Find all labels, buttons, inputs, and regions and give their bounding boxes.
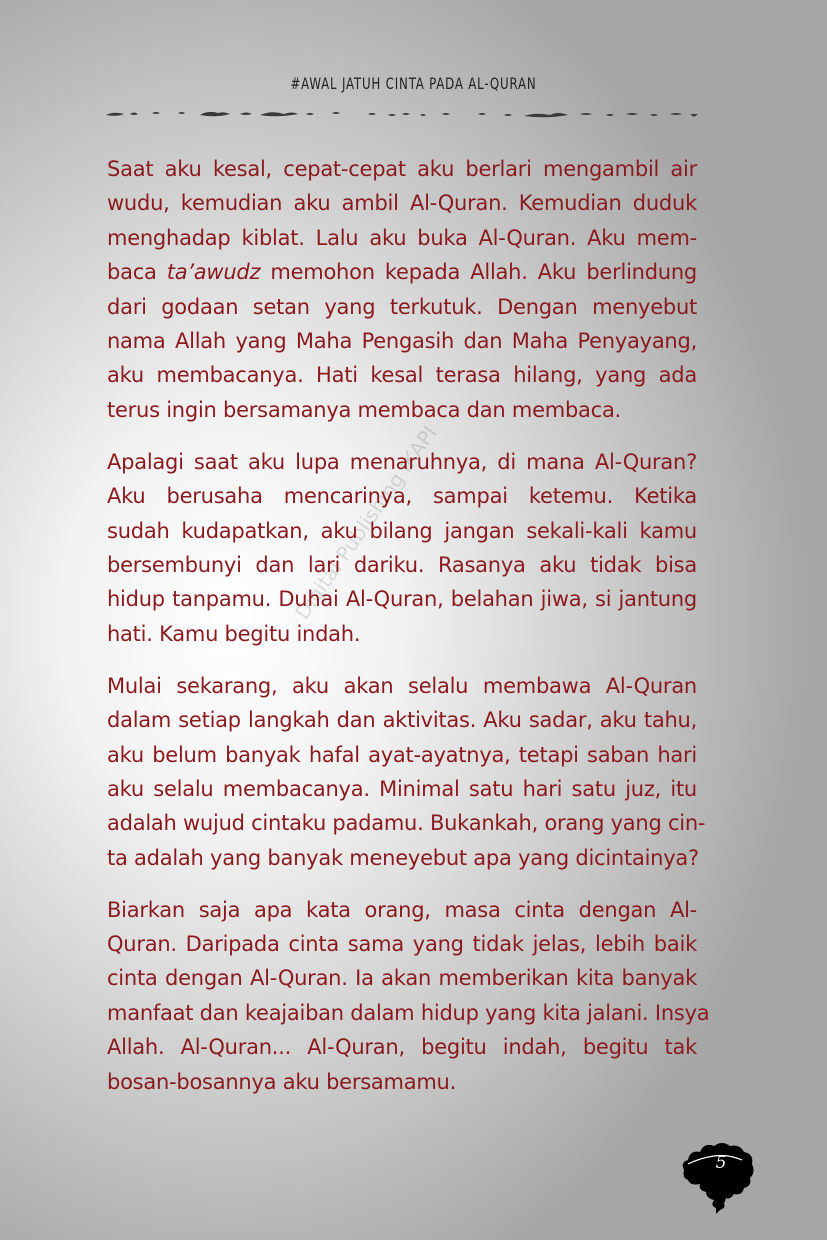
page-badge-blob-icon	[680, 1140, 756, 1214]
text-line: Allah. Al-Quran... Al-Quran, begitu indah, begitu tak	[107, 1035, 697, 1060]
text-line-part: memohon kepada Allah. Aku berlindung	[260, 260, 697, 285]
paragraph-1	[107, 152, 697, 427]
watermark: Digital Publishing IKAPI	[290, 421, 442, 624]
text-line: manfaat dan keajaiban dalam hidup yang kita jalani. Insya	[107, 1000, 710, 1025]
text-line: dalam setiap langkah dan aktivitas. Aku sadar, aku tahu,	[107, 708, 697, 733]
text-line: Mulai sekarang, aku akan selalu membawa Al-Quran	[107, 673, 697, 698]
text-line: nama Allah yang Maha Pengasih dan Maha Penyayang,	[107, 329, 697, 354]
text-line-part: baca	[107, 260, 167, 285]
text-line: bersembunyi dan lari dariku. Rasanya aku tidak bisa	[107, 552, 697, 577]
text-line: sudah kudapatkan, aku bilang jangan sekali-kali kamu	[107, 518, 697, 543]
text-line: Aku berusaha mencarinya, sampai ketemu. Ketika	[107, 484, 697, 509]
italic-term: ta’awudz	[166, 260, 261, 285]
text-line: aku belum banyak hafal ayat-ayatnya, tetapi saban hari	[107, 742, 697, 767]
body-text	[107, 152, 710, 1117]
text-line: Quran. Daripada cinta sama yang tidak jelas, lebih baik	[107, 932, 697, 957]
paragraph-2	[107, 445, 697, 651]
text-line: Apalagi saat aku lupa menaruhnya, di mana Al-Quran?	[107, 449, 697, 474]
text-line: cinta dengan Al-Quran. Ia akan memberikan kita banyak	[107, 966, 697, 991]
page-number: 5	[715, 1153, 727, 1173]
text-line: aku membacanya. Hati kesal terasa hilang, yang ada	[107, 363, 697, 388]
text-line: Saat aku kesal, cepat-cepat aku berlari mengambil air	[107, 157, 697, 181]
text-line: wudu, kemudian aku ambil Al-Quran. Kemudian duduk	[107, 191, 697, 216]
paragraph-3	[107, 669, 706, 875]
text-line: dari godaan setan yang terkutuk. Dengan menyebut	[107, 294, 697, 319]
text-line: hidup tanpamu. Duhai Al-Quran, belahan jiwa, si jantung	[107, 587, 697, 612]
running-header: #AWAL JATUH CINTA PADA AL-QURAN	[290, 74, 537, 93]
text-line: Biarkan saja apa kata orang, masa cinta dengan Al-	[107, 897, 697, 922]
paragraph-4	[107, 893, 710, 1099]
text-line: adalah wujud cintaku padamu. Bukankah, orang yang cin-	[107, 811, 706, 836]
text-line: ta adalah yang banyak meneyebut apa yang dicintainya?	[107, 845, 699, 870]
text-line: hati. Kamu begitu indah.	[107, 621, 361, 646]
header-divider-dashes	[106, 106, 698, 120]
text-line: aku selalu membacanya. Minimal satu hari satu juz, itu	[107, 776, 697, 801]
text-line: menghadap kiblat. Lalu aku buka Al-Quran. Aku mem-	[107, 225, 697, 250]
text-line: terus ingin bersamanya membaca dan membaca.	[107, 397, 621, 422]
text-line	[107, 255, 697, 289]
text-line: bosan-bosannya aku bersamamu.	[107, 1069, 457, 1094]
